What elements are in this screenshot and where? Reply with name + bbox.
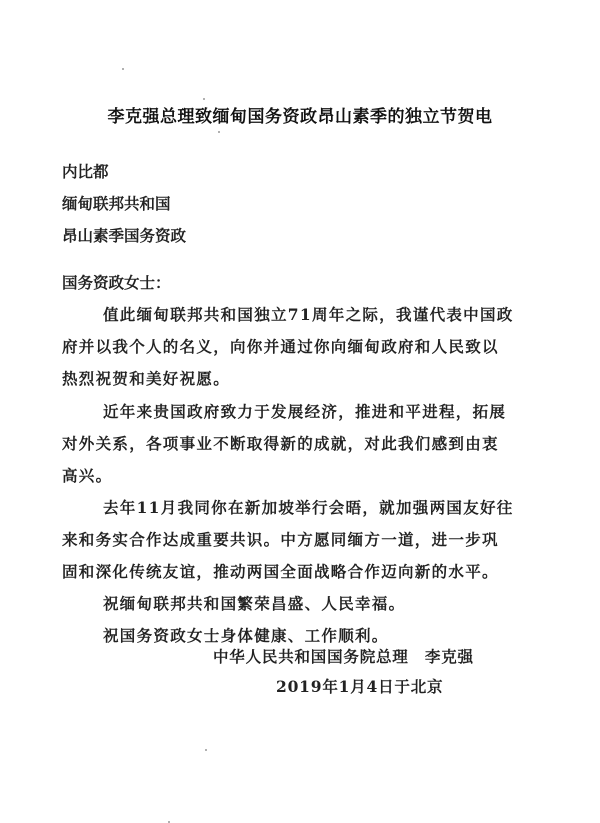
- address-city: 内比都: [62, 162, 109, 181]
- scan-speck: [203, 98, 205, 100]
- letter-title: 李克强总理致缅甸国务资政昂山素季的独立节贺电: [107, 107, 493, 127]
- body-line: 祝国务资政女士身体健康、工作顺利。: [103, 626, 389, 645]
- body-line: 近年来贵国政府致力于发展经济，推进和平进程，拓展: [103, 402, 507, 421]
- body-line: 高兴。: [62, 466, 113, 485]
- scan-speck: [122, 68, 124, 70]
- salutation: 国务资政女士：: [62, 273, 171, 292]
- signature-date-place: 2019年1月4日于北京: [276, 677, 444, 696]
- body-line: 热烈祝贺和美好祝愿。: [62, 369, 231, 388]
- body-line: 祝缅甸联邦共和国繁荣昌盛、人民幸福。: [103, 594, 406, 613]
- body-line: 来和务实合作达成重要共识。中方愿同缅方一道，进一步巩: [62, 530, 499, 549]
- body-line: 去年11月我同你在新加坡举行会晤，就加强两国友好往: [103, 498, 514, 517]
- address-country: 缅甸联邦共和国: [62, 194, 171, 213]
- body-line: 固和深化传统友谊，推动两国全面战略合作迈向新的水平。: [62, 562, 499, 581]
- scan-speck: [205, 749, 207, 751]
- body-line: 府并以我个人的名义，向你并通过你向缅甸政府和人民致以: [62, 337, 499, 356]
- signature-title-name: 中华人民共和国国务院总理 李克强: [213, 647, 474, 666]
- address-recipient: 昂山素季国务资政: [62, 226, 187, 245]
- body-line: 值此缅甸联邦共和国独立71周年之际，我谨代表中国政: [103, 305, 514, 324]
- body-line: 对外关系，各项事业不断取得新的成就，对此我们感到由衷: [62, 434, 499, 453]
- scan-speck: [218, 131, 220, 133]
